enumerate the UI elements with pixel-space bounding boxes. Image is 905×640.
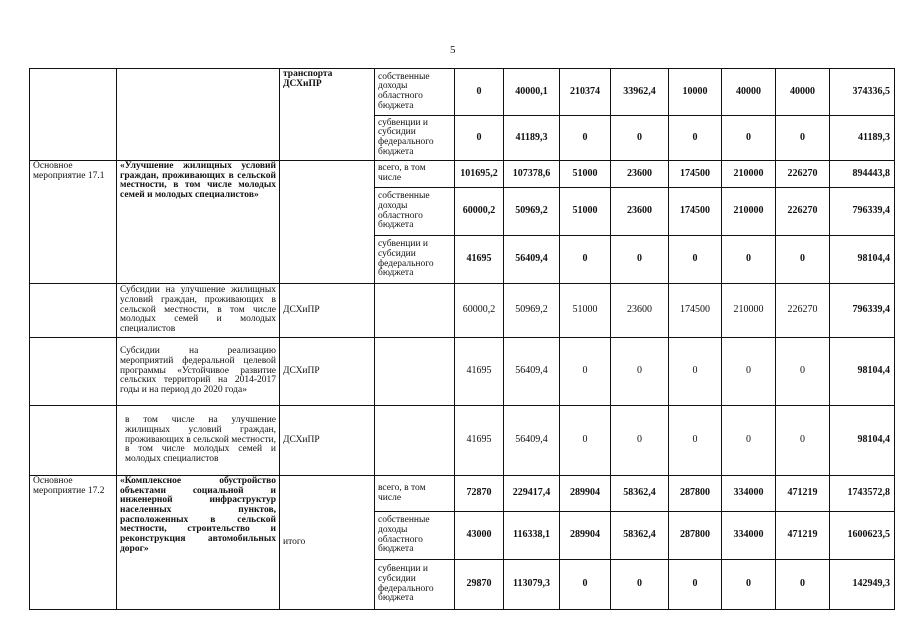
funding-source: всего, в том числе	[375, 161, 455, 188]
value-cell: 0	[776, 560, 830, 610]
cell-empty	[30, 338, 117, 406]
measure-title: «Комплексное обустройство объектами социальной и инженерной инфраструктур населенных пунктов, расположенных в сельской местности, строительство и реконструкция автомобильных дорог»	[117, 476, 280, 610]
value-cell: 40000	[722, 69, 776, 116]
executor-cell: ДСХиПР	[280, 284, 375, 338]
total-cell: 98104,4	[830, 338, 895, 406]
measure-label: Основное мероприятие 17.2	[30, 476, 117, 610]
value-cell: 10000	[669, 69, 722, 116]
value-cell: 60000,2	[455, 284, 504, 338]
value-cell: 229417,4	[504, 476, 560, 512]
table-row	[30, 69, 895, 116]
total-cell: 98104,4	[830, 406, 895, 476]
value-cell: 51000	[560, 188, 611, 236]
value-cell: 0	[669, 338, 722, 406]
value-cell: 210000	[722, 284, 776, 338]
value-cell: 210000	[722, 161, 776, 188]
executor-cell: ДСХиПР	[280, 406, 375, 476]
value-cell: 287800	[669, 512, 722, 560]
value-cell: 174500	[669, 284, 722, 338]
value-cell: 210000	[722, 188, 776, 236]
measure-title: «Улучшение жилищных условий граждан, проживающих в сельской местности, в том числе молодых семей и молодых специалистов»	[117, 161, 280, 284]
value-cell: 56409,4	[504, 338, 560, 406]
value-cell: 0	[560, 116, 611, 161]
table-row	[30, 338, 895, 406]
value-cell: 0	[560, 236, 611, 284]
value-cell: 41695	[455, 338, 504, 406]
value-cell: 72870	[455, 476, 504, 512]
item-text: Субсидии на улучшение жилищных условий граждан, проживающих в сельской местности, в том числе молодых семей и молодых специалистов	[117, 284, 280, 338]
table-row	[30, 161, 895, 188]
value-cell: 56409,4	[504, 236, 560, 284]
value-cell: 0	[560, 560, 611, 610]
value-cell: 0	[455, 116, 504, 161]
value-cell: 50969,2	[504, 188, 560, 236]
value-cell: 51000	[560, 284, 611, 338]
value-cell: 0	[776, 406, 830, 476]
executor-cell: транспорта ДСХиПР	[280, 69, 375, 161]
value-cell: 0	[722, 116, 776, 161]
executor-cell: ДСХиПР	[280, 338, 375, 406]
value-cell: 0	[669, 406, 722, 476]
value-cell: 174500	[669, 188, 722, 236]
cell-empty	[280, 161, 375, 284]
value-cell: 41695	[455, 236, 504, 284]
value-cell: 0	[776, 236, 830, 284]
total-cell: 796339,4	[830, 284, 895, 338]
value-cell: 210374	[560, 69, 611, 116]
total-cell: 374336,5	[830, 69, 895, 116]
value-cell: 226270	[776, 188, 830, 236]
value-cell: 101695,2	[455, 161, 504, 188]
value-cell: 23600	[611, 161, 669, 188]
value-cell: 51000	[560, 161, 611, 188]
value-cell: 56409,4	[504, 406, 560, 476]
value-cell: 289904	[560, 512, 611, 560]
total-cell: 142949,3	[830, 560, 895, 610]
value-cell: 0	[776, 338, 830, 406]
total-cell: 41189,3	[830, 116, 895, 161]
value-cell: 107378,6	[504, 161, 560, 188]
value-cell: 60000,2	[455, 188, 504, 236]
value-cell: 41189,3	[504, 116, 560, 161]
cell-empty	[375, 284, 455, 338]
value-cell: 0	[560, 406, 611, 476]
value-cell: 41695	[455, 406, 504, 476]
budget-table	[29, 68, 895, 610]
item-text: Субсидии на реализацию мероприятий федеральной целевой программы «Устойчивое развитие сельских территорий на 2014-2017 годы и на период до 2020 года»	[117, 338, 280, 406]
table-row	[30, 284, 895, 338]
value-cell: 113079,3	[504, 560, 560, 610]
value-cell: 0	[611, 560, 669, 610]
value-cell: 23600	[611, 188, 669, 236]
cell-empty	[375, 406, 455, 476]
measure-label: Основное мероприятие 17.1	[30, 161, 117, 284]
value-cell: 0	[560, 338, 611, 406]
value-cell: 0	[722, 406, 776, 476]
total-cell: 1743572,8	[830, 476, 895, 512]
value-cell: 174500	[669, 161, 722, 188]
executor-cell: итого	[280, 476, 375, 610]
value-cell: 0	[611, 116, 669, 161]
value-cell: 58362,4	[611, 476, 669, 512]
funding-source: субвенции и субсидии федерального бюджета	[375, 236, 455, 284]
total-cell: 796339,4	[830, 188, 895, 236]
cell-empty	[30, 284, 117, 338]
value-cell: 287800	[669, 476, 722, 512]
value-cell: 0	[722, 236, 776, 284]
value-cell: 289904	[560, 476, 611, 512]
total-cell: 894443,8	[830, 161, 895, 188]
cell-empty	[30, 69, 117, 161]
value-cell: 0	[611, 406, 669, 476]
value-cell: 226270	[776, 284, 830, 338]
funding-source: собственные доходы областного бюджета	[375, 69, 455, 116]
value-cell: 226270	[776, 161, 830, 188]
cell-empty	[30, 406, 117, 476]
funding-source: субвенции и субсидии федерального бюджета	[375, 560, 455, 610]
value-cell: 471219	[776, 476, 830, 512]
value-cell: 50969,2	[504, 284, 560, 338]
value-cell: 0	[722, 338, 776, 406]
value-cell: 29870	[455, 560, 504, 610]
value-cell: 0	[669, 116, 722, 161]
value-cell: 23600	[611, 284, 669, 338]
page-number: 5	[450, 44, 456, 56]
value-cell: 33962,4	[611, 69, 669, 116]
funding-source: субвенции и субсидии федерального бюджета	[375, 116, 455, 161]
table-row	[30, 406, 895, 476]
value-cell: 0	[776, 116, 830, 161]
value-cell: 0	[611, 236, 669, 284]
funding-source: собственные доходы областного бюджета	[375, 188, 455, 236]
funding-source: собственные доходы областного бюджета	[375, 512, 455, 560]
value-cell: 471219	[776, 512, 830, 560]
item-text: в том числе на улучшение жилищных условий граждан, проживающих в сельской местности, в том числе молодых семей и молодых специалистов	[117, 406, 280, 476]
cell-empty	[117, 69, 280, 161]
value-cell: 0	[669, 560, 722, 610]
table-row	[30, 476, 895, 512]
value-cell: 0	[611, 338, 669, 406]
total-cell: 98104,4	[830, 236, 895, 284]
value-cell: 0	[455, 69, 504, 116]
value-cell: 0	[669, 236, 722, 284]
value-cell: 40000,1	[504, 69, 560, 116]
value-cell: 43000	[455, 512, 504, 560]
total-cell: 1600623,5	[830, 512, 895, 560]
cell-empty	[375, 338, 455, 406]
value-cell: 40000	[776, 69, 830, 116]
value-cell: 334000	[722, 512, 776, 560]
value-cell: 334000	[722, 476, 776, 512]
value-cell: 0	[722, 560, 776, 610]
value-cell: 58362,4	[611, 512, 669, 560]
value-cell: 116338,1	[504, 512, 560, 560]
funding-source: всего, в том числе	[375, 476, 455, 512]
